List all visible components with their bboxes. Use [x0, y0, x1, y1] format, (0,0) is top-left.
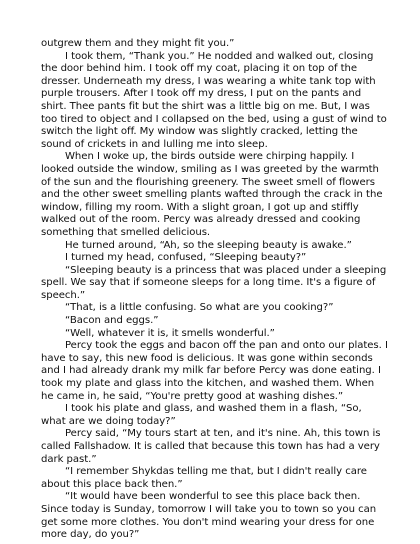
paragraph: Percy took the eggs and bacon off the pan and onto our plates. I have to say, this new food is delicious. It was gone within seconds and I had already drank my milk far before Percy was done eating. I took my plate and glass into the kitchen, and washed them. When he came in, he said, “You're pretty good at washing dishes.”: [41, 340, 388, 402]
paragraph: “That, is a little confusing. So what are you cooking?”: [65, 302, 334, 314]
paragraph: I took them, “Thank you.” He nodded and walked out, closing the door behind him. I took off my coat, placing it on top of the dresser. Underneath my dress, I was wearing a white tank top with purple trousers. After I took off my dress, I put on the pants and shirt. Thee pants fit but the shirt was a little big on me. But, I was too tired to object and I collapsed on the bed, using a gust of wind to switch the light off. My window was slightly cracked, letting the sound of crickets in and lulling me into sleep.: [41, 50, 387, 150]
paragraph: I turned my head, confused, “Sleeping beauty?”: [65, 252, 307, 264]
paragraph: “Sleeping beauty is a princess that was placed under a sleeping spell. We say that if someone sleeps for a long time. It's a figure of speech.”: [41, 264, 387, 301]
paragraph: “It would have been wonderful to see this place back then. Since today is Sunday, tomorrow I will take you to town so you can get some more clothes. You don't mind wearing your dress for one more day, do you?”: [41, 491, 377, 541]
paragraph: “Bacon and eggs.”: [65, 315, 159, 327]
paragraph: “I remember Shykdas telling me that, but I didn't really care about this place back then.”: [41, 466, 367, 490]
paragraph: When I woke up, the birds outside were chirping happily. I looked outside the window, smiling as I was greeted by the warmth of the sun and the flourishing greenery. The sweet smell of flowers and the other sweet smelling plants wafted through the crack in the window, filling my room. With a slight groan, I got up and stiffly walked out of the room. Percy was already dressed and cooking something that smelled delicious.: [41, 151, 383, 238]
paragraph: outgrew them and they might fit you.”: [41, 38, 235, 49]
paragraph: Percy said, “My tours start at ten, and it's nine. Ah, this town is called Fallshadow. It is called that because this town has had a very dark past.”: [41, 428, 381, 465]
paragraph: I took his plate and glass, and washed them in a flash, “So, what are we doing today?”: [41, 403, 362, 427]
paragraph: “Well, whatever it is, it smells wonderful.”: [65, 327, 275, 339]
paragraph: He turned around, “Ah, so the sleeping beauty is awake.”: [65, 239, 352, 251]
